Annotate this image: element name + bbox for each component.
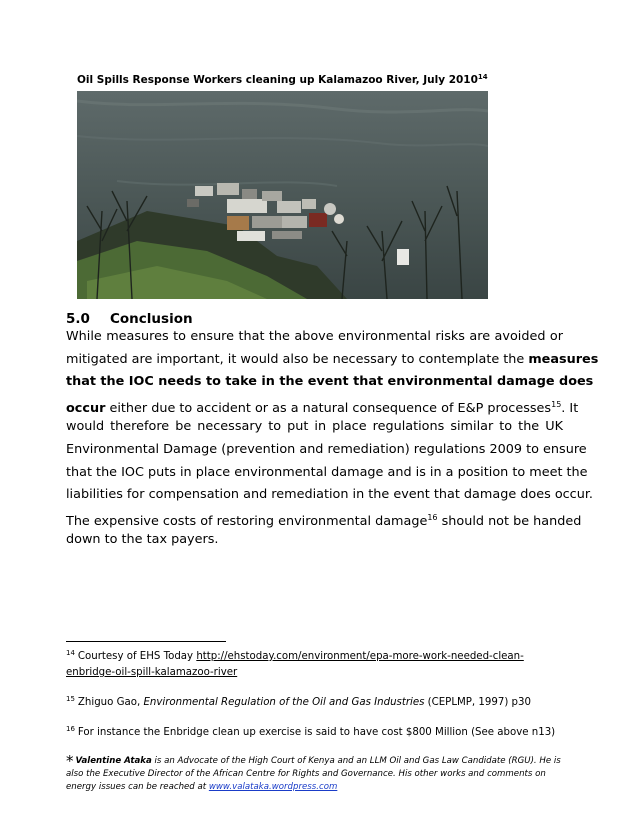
photo-illustration (77, 91, 488, 299)
paragraph-line: would therefore be necessary to put in place regulations similar to the UK (66, 419, 563, 435)
caption-text: Oil Spills Response Workers cleaning up Kalamazoo River, July 2010 (77, 74, 478, 86)
author-name: Valentine Ataka (75, 756, 152, 766)
paragraph-line (66, 349, 599, 372)
footnote-separator (66, 641, 226, 642)
paragraph-line (66, 507, 582, 530)
line-text: The expensive costs of restoring environmental damage (66, 513, 428, 529)
line-text: . It (561, 400, 579, 416)
section-heading (66, 311, 193, 327)
line-text: mitigated are important, it would also be necessary to contemplate the (66, 351, 529, 367)
bold-text: that the IOC needs to take in the event that environmental damage does (66, 374, 594, 390)
section-title: Conclusion (110, 311, 193, 327)
footnote-text: Courtesy of EHS Today (77, 651, 197, 662)
author-note-text: is an Advocate of the High Court of Kenya and an LLM Oil and Gas Law Candidate (RGU). He is also the Executive Director of the African Centre for Rights and Governance. His other works and comments on energy issues can be reached at (66, 756, 561, 792)
footnote-number: 16 (66, 725, 75, 733)
bold-text: measures (528, 351, 599, 367)
footnote-text: (CEPLMP, 1997) p30 (424, 697, 531, 708)
paragraph-line (66, 371, 594, 394)
line-text: either due to accident or as a natural consequence of E&P processes (105, 400, 552, 416)
footnote-number: 15 (66, 695, 75, 703)
footnote-16 (66, 721, 566, 741)
footnote-text: Zhiguo Gao, (77, 697, 144, 708)
footnote-15 (66, 691, 566, 711)
footnote-ref-16[interactable]: 16 (427, 512, 438, 522)
footnote-number: 14 (66, 649, 75, 657)
author-note (66, 752, 566, 794)
ehstoday-link[interactable]: http://ehstoday.com/environment/epa-more-work-needed-clean-enbridge-oil-spill-kalamazoo-river (66, 651, 524, 678)
bold-text: occur (66, 400, 106, 416)
section-number: 5.0 (66, 311, 90, 327)
paragraph-line: Environmental Damage (prevention and remediation) regulations 2009 to ensure (66, 441, 587, 457)
footnote-ref-15[interactable]: 15 (551, 399, 562, 409)
paragraph-line: liabilities for compensation and remediation in the event that damage does occur. (66, 487, 593, 503)
footnote-14 (66, 645, 566, 681)
footnote-ref-14[interactable]: 14 (477, 73, 488, 81)
asterisk: * (66, 752, 74, 770)
conclusion-paragraph (66, 326, 599, 552)
author-blog-link[interactable]: www.valataka.wordpress.com (208, 782, 338, 792)
river-cleanup-photo (77, 91, 488, 299)
paragraph-line (66, 394, 579, 417)
footnote-text: For instance the Enbridge clean up exercise is said to have cost $800 Million (See above n13) (77, 727, 556, 738)
footnotes (66, 645, 566, 751)
figure-caption (77, 73, 567, 86)
paragraph-line: that the IOC puts in place environmental damage and is in a position to meet the (66, 464, 588, 480)
paragraph-line: down to the tax payers. (66, 532, 219, 548)
paragraph-line: While measures to ensure that the above environmental risks are avoided or (66, 329, 563, 344)
book-title: Environmental Regulation of the Oil and Gas Industries (143, 697, 425, 708)
line-text: should not be handed (437, 513, 582, 529)
